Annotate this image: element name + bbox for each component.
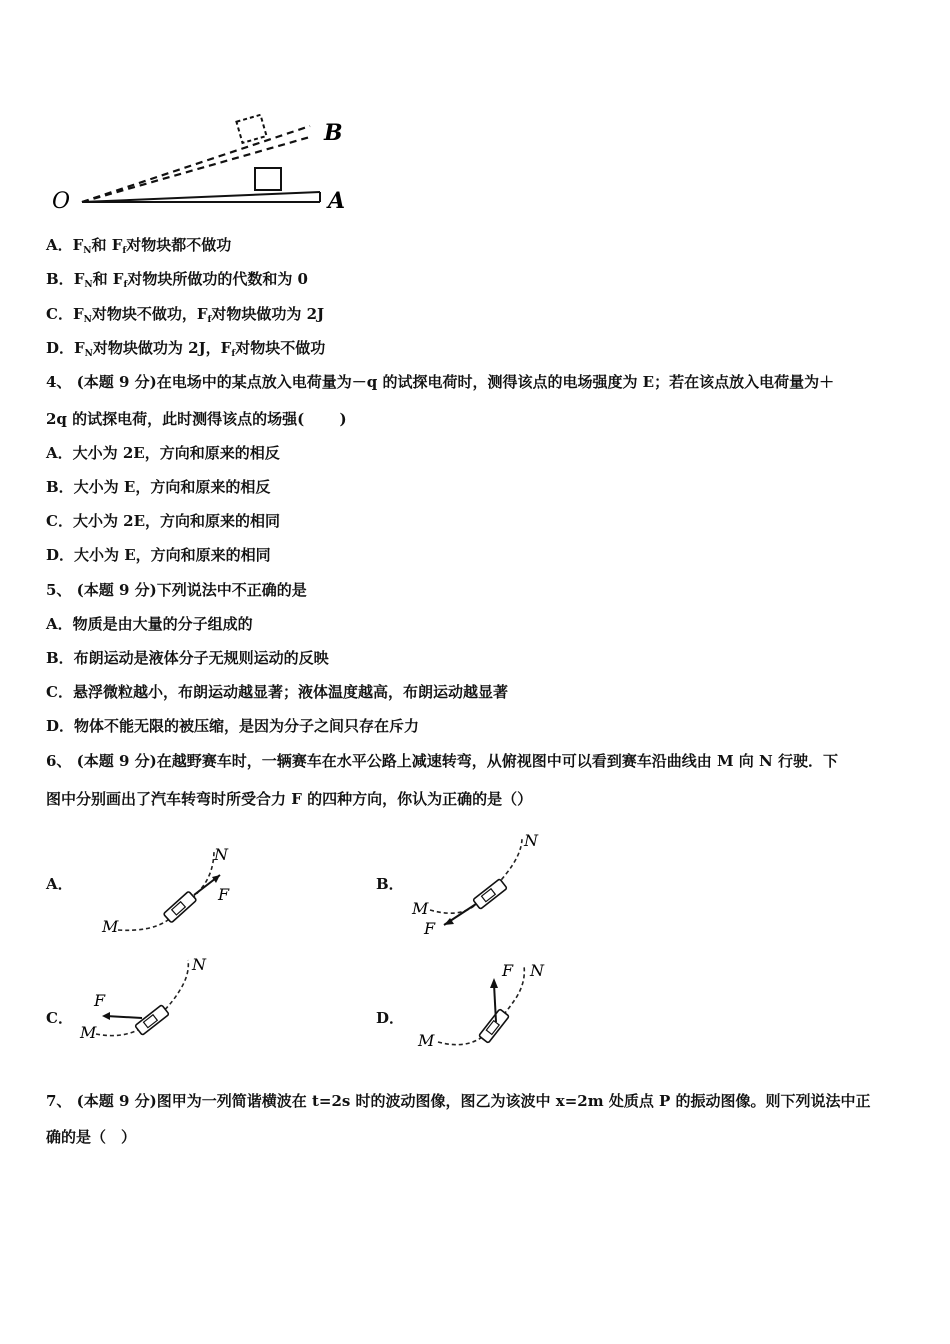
q7-stem-line2: 确的是（ ） <box>46 1128 137 1146</box>
label-f: F <box>424 919 436 936</box>
label-m: M <box>418 1031 435 1050</box>
q7-stem-line1: 7、 (本题 9 分)图甲为一列简谐横波在 t=2s 时的波动图像，图乙为该波中 x=2m 处质点 P 的振动图像。则下列说法中正 <box>46 1092 871 1110</box>
car <box>163 891 196 923</box>
q6-option-c-label: C． <box>46 1009 73 1027</box>
q4-option-b: B．大小为 E，方向和原来的相反 <box>46 478 271 496</box>
q5-option-a: A．物质是由大量的分子组成的 <box>46 615 253 633</box>
q6-figure-a <box>96 840 246 940</box>
car <box>473 879 507 909</box>
label-f: F <box>94 991 106 1010</box>
force-arrow <box>106 1016 142 1018</box>
car <box>479 1009 509 1043</box>
car <box>135 1005 169 1035</box>
block <box>255 168 281 190</box>
q4-option-d: D．大小为 E，方向和原来的相同 <box>46 546 271 564</box>
q6-stem-line2: 图中分别画出了汽车转弯时所受合力 F 的四种方向，你认为正确的是（） <box>46 790 533 808</box>
label-f: F <box>502 961 514 980</box>
q6-figure-d <box>416 958 566 1054</box>
q4-option-a: A．大小为 2E，方向和原来的相反 <box>46 444 280 462</box>
q4-stem-line2: 2q 的试探电荷，此时测得该点的场强( ) <box>46 410 347 428</box>
q6-stem-line1: 6、 (本题 9 分)在越野赛车时，一辆赛车在水平公路上减速转弯，从俯视图中可以看到赛车沿曲线由 M 向 N 行驶．下 <box>46 752 838 770</box>
label-o: O <box>52 189 71 214</box>
q5-option-b: B．布朗运动是液体分子无规则运动的反映 <box>46 649 329 667</box>
q5-option-c: C．悬浮微粒越小，布朗运动越显著；液体温度越高，布朗运动越显著 <box>46 683 508 701</box>
q3-option-c: C．$F_N$对物块不做功，$F_f$对物块做功为 2J <box>46 305 325 325</box>
incline-figure <box>48 112 358 214</box>
label-n: N <box>524 831 538 850</box>
q4-option-c: C．大小为 2E，方向和原来的相同 <box>46 512 281 530</box>
label-n: N <box>530 961 544 980</box>
label-m: M <box>102 917 119 936</box>
q6-option-b-label: B． <box>376 875 404 893</box>
q3-option-b: B．$F_N$和 $F_f$对物块所做功的代数和为 0 <box>46 270 308 290</box>
q3-option-d: D．$F_N$对物块做功为 2J，$F_f$对物块不做功 <box>46 339 326 359</box>
q6-option-a-label: A． <box>46 875 73 893</box>
q6-figure-b <box>410 828 560 936</box>
label-m: M <box>80 1023 97 1042</box>
q6-figure-c <box>76 954 226 1050</box>
q5-stem: 5、 (本题 9 分)下列说法中不正确的是 <box>46 581 307 599</box>
label-m: M <box>412 899 429 918</box>
q3-option-a: A．$F_N$和 $F_f$对物块都不做功 <box>46 236 232 256</box>
label-f: F <box>218 885 230 904</box>
label-b: B <box>324 120 343 146</box>
q6-option-d-label: D． <box>376 1009 405 1027</box>
q5-option-d: D．物体不能无限的被压缩，是因为分子之间只存在斥力 <box>46 717 420 735</box>
q4-stem-line1: 4、 (本题 9 分)在电场中的某点放入电荷量为－q 的试探电荷时，测得该点的电场强度为 E；若在该点放入电荷量为＋ <box>46 373 835 391</box>
label-n: N <box>214 845 228 864</box>
block-dashed <box>236 115 266 143</box>
label-a: A <box>328 188 346 214</box>
label-n: N <box>192 955 206 974</box>
